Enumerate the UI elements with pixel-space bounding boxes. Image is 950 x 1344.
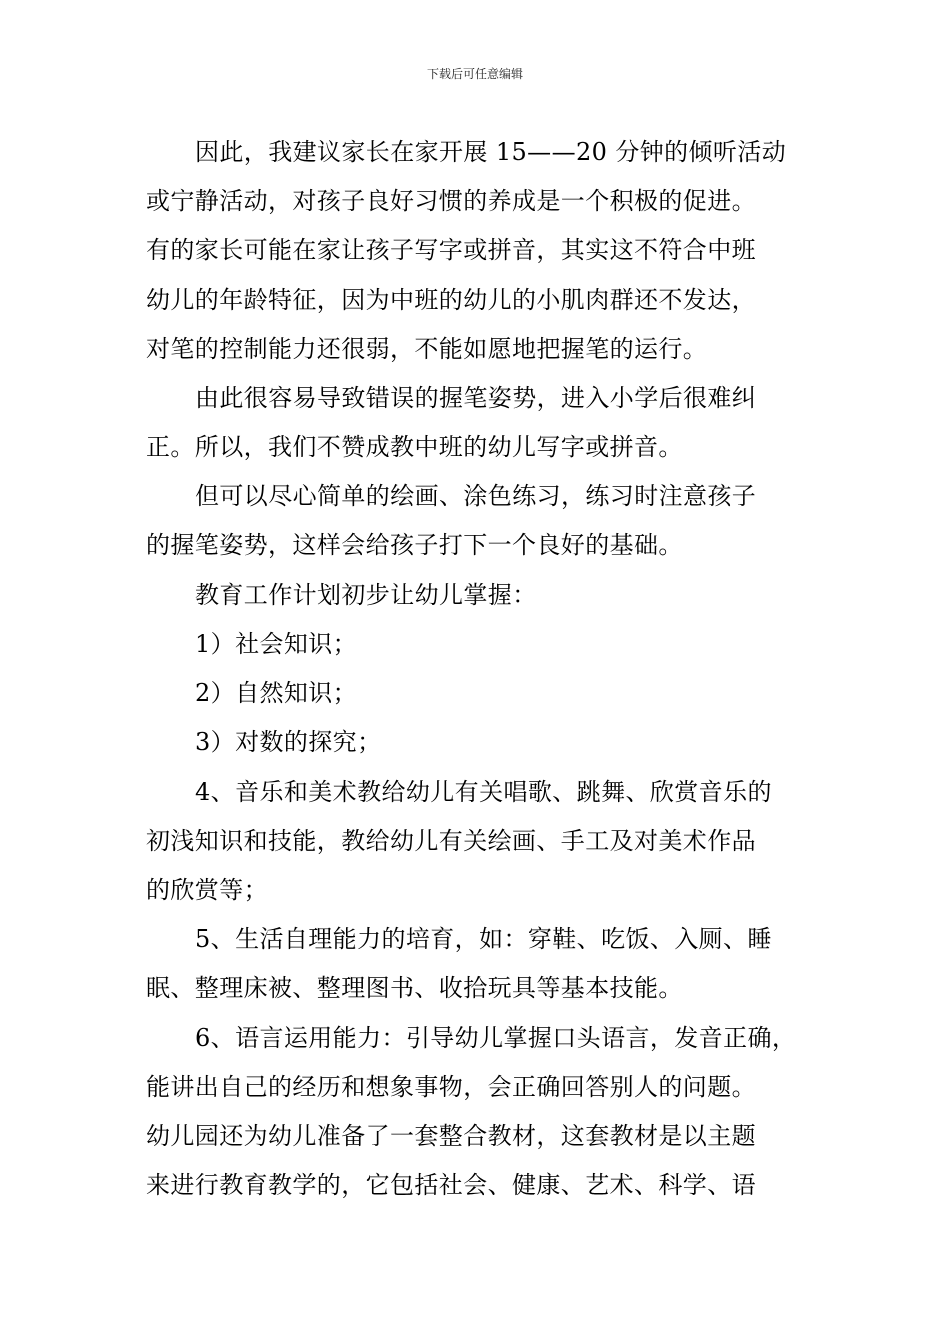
text-line: 1）社会知识； bbox=[195, 630, 358, 658]
text-line: 但可以尽心简单的绘画、涂色练习，练习时注意孩子 bbox=[195, 482, 757, 510]
text-line: 5、生活自理能力的培育，如：穿鞋、吃饭、入厕、睡 bbox=[195, 925, 772, 953]
text-line: 2）自然知识； bbox=[195, 679, 358, 707]
text-line: 正。所以，我们不赞成教中班的幼儿写字或拼音。 bbox=[146, 433, 683, 461]
text-line: 的握笔姿势，这样会给孩子打下一个良好的基础。 bbox=[146, 531, 683, 559]
text-line: 初浅知识和技能，教给幼儿有关绘画、手工及对美术作品 bbox=[146, 827, 756, 855]
text-line: 的欣赏等； bbox=[146, 876, 268, 904]
text-line: 教育工作计划初步让幼儿掌握： bbox=[195, 581, 537, 609]
text-line: 有的家长可能在家让孩子写字或拼音，其实这不符合中班 bbox=[146, 236, 756, 264]
text-line: 对笔的控制能力还很弱，不能如愿地把握笔的运行。 bbox=[146, 335, 708, 363]
text-line: 幼儿的年龄特征，因为中班的幼儿的小肌肉群还不发达， bbox=[146, 286, 756, 314]
text-line: 眠、整理床被、整理图书、收拾玩具等基本技能。 bbox=[146, 974, 683, 1002]
text-line: 6、语言运用能力：引导幼儿掌握口头语言，发音正确， bbox=[195, 1024, 797, 1052]
text-line: 3）对数的探究； bbox=[195, 728, 382, 756]
text-line: 能讲出自己的经历和想象事物，会正确回答别人的问题。 bbox=[146, 1073, 756, 1101]
text-line: 因此，我建议家长在家开展 15——20 分钟的倾听活动 bbox=[195, 138, 787, 166]
page-header: 下载后可任意编辑 bbox=[426, 67, 523, 81]
text-line: 4、音乐和美术教给幼儿有关唱歌、跳舞、欣赏音乐的 bbox=[195, 778, 772, 806]
text-line: 幼儿园还为幼儿准备了一套整合教材，这套教材是以主题 bbox=[146, 1122, 756, 1150]
text-line: 或宁静活动，对孩子良好习惯的养成是一个积极的促进。 bbox=[146, 187, 756, 215]
text-line: 来进行教育教学的，它包括社会、健康、艺术、科学、语 bbox=[146, 1171, 756, 1199]
text-line: 由此很容易导致错误的握笔姿势，进入小学后很难纠 bbox=[195, 384, 757, 412]
